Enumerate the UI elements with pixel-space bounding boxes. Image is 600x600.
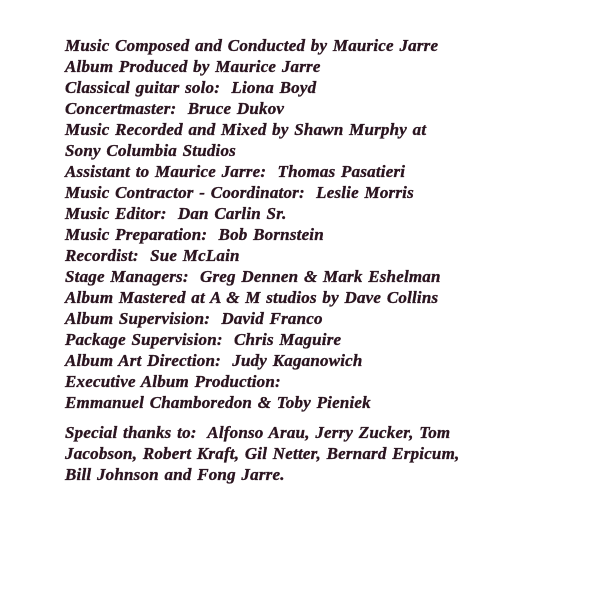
credit-line: Music Contractor - Coordinator: Leslie Morris [65,183,414,202]
credit-line: Stage Managers: Greg Dennen & Mark Eshelman [65,267,441,286]
special-thanks-line: Special thanks to: Alfonso Arau, Jerry Zucker, Tom [65,423,451,442]
credit-line: Album Produced by Maurice Jarre [65,57,321,76]
special-thanks-line: Jacobson, Robert Kraft, Gil Netter, Bernard Erpicum, [65,444,460,463]
credit-line: Album Art Direction: Judy Kaganowich [65,351,363,370]
credit-line: Recordist: Sue McLain [65,246,240,265]
credit-line: Album Supervision: David Franco [65,309,323,328]
credit-line: Album Mastered at A & M studios by Dave Collins [65,288,439,307]
credit-line: Music Preparation: Bob Bornstein [65,225,324,244]
credit-line: Music Composed and Conducted by Maurice Jarre [65,36,439,55]
credit-line: Classical guitar solo: Liona Boyd [65,78,317,97]
special-thanks-block [65,422,570,485]
credit-line: Sony Columbia Studios [65,141,236,160]
credit-line: Music Editor: Dan Carlin Sr. [65,204,287,223]
credit-line: Assistant to Maurice Jarre: Thomas Pasatieri [65,162,406,181]
credit-line: Music Recorded and Mixed by Shawn Murphy at [65,120,427,139]
special-thanks-line: Bill Johnson and Fong Jarre. [65,465,285,484]
credit-line: Executive Album Production: [65,372,281,391]
credit-line: Emmanuel Chamboredon & Toby Pieniek [65,393,371,412]
credit-line: Package Supervision: Chris Maguire [65,330,342,349]
credit-line: Concertmaster: Bruce Dukov [65,99,285,118]
credits-block [65,35,570,413]
